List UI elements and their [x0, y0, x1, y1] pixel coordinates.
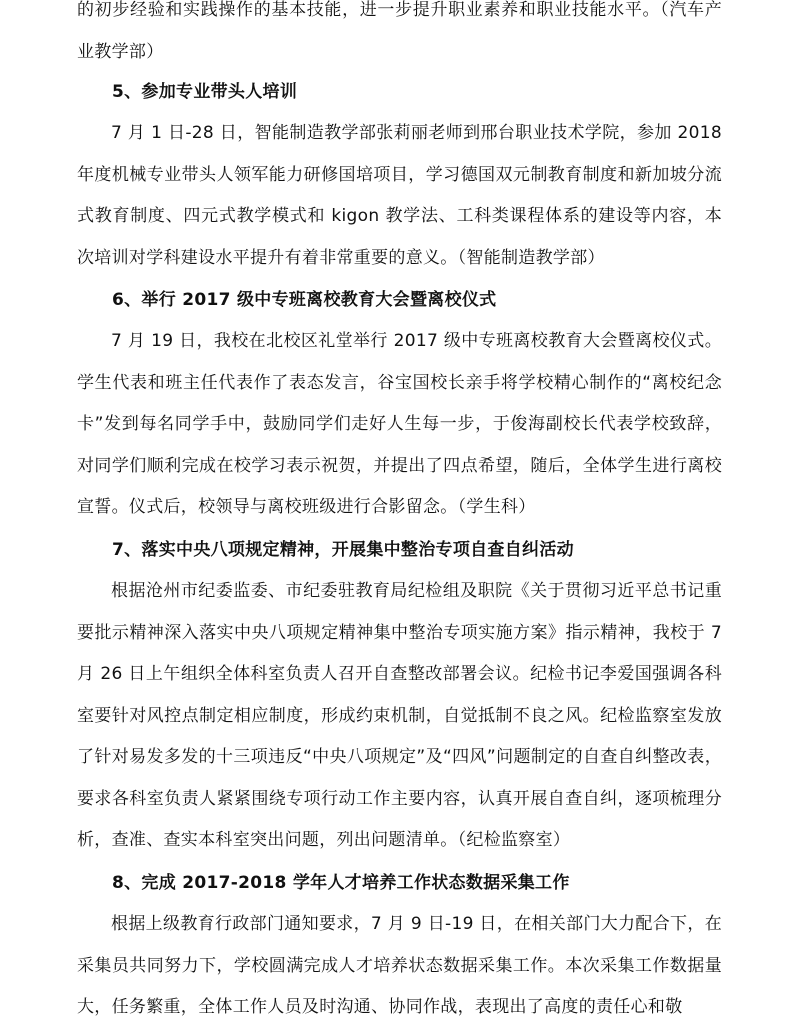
section-heading-8: 8、完成 2017-2018 学年人才培养工作状态数据采集工作 [112, 873, 570, 893]
section-paragraph-8: 根据上级教育行政部门通知要求，7 月 9 日-19 日，在相关部门大力配合下，在采集员共同努力下，学校圆满完成人才培养状态数据采集工作。本次采集工作数据量大，任务繁重，全体工作人员及时沟通、协同作战，表现出了高度的责任心和敬 [77, 914, 722, 1017]
section-paragraph-5: 7 月 1 日-28 日，智能制造教学部张莉丽老师到邢台职业技术学院，参加 2018 年度机械专业带头人领军能力研修国培项目，学习德国双元制教育制度和新加坡分流式教育制度、四元式教学模式和 kigon 教学法、工科类课程体系的建设等内容，本次培训对学科建设水平提升有着非常重要的意义。（智能制造教学部） [77, 123, 722, 268]
section-heading-5: 5、参加专业带头人培训 [112, 82, 298, 102]
section-paragraph-6: 7 月 19 日，我校在北校区礼堂举行 2017 级中专班离校教育大会暨离校仪式。学生代表和班主任代表作了表态发言，谷宝国校长亲手将学校精心制作的“离校纪念卡”发到每名同学手中，鼓励同学们走好人生每一步，于俊海副校长代表学校致辞，对同学们顺利完成在校学习表示祝贺，并提出了四点希望，随后，全体学生进行离校宣誓。仪式后，校领导与离校班级进行合影留念。（学生科） [77, 331, 722, 517]
continued-paragraph: 的初步经验和实践操作的基本技能，进一步提升职业素养和职业技能水平。（汽车产业教学部） [77, 0, 722, 62]
section-heading-7: 7、落实中央八项规定精神，开展集中整治专项自查自纠活动 [112, 540, 574, 560]
section-heading-6: 6、举行 2017 级中专班离校教育大会暨离校仪式 [112, 290, 497, 310]
section-paragraph-7: 根据沧州市纪委监委、市纪委驻教育局纪检组及职院《关于贯彻习近平总书记重要批示精神深入落实中央八项规定精神集中整治专项实施方案》指示精神，我校于 7 月 26 日上午组织全体科室负责人召开自查整改部署会议。纪检书记李爱国强调各科室要针对风控点制定相应制度，形成约束机制，自觉抵制不良之风。纪检监察室发放了针对易发多发的十三项违反“中央八项规定”及“四风”问题制定的自查自纠整改表，要求各科室负责人紧紧围绕专项行动工作主要内容，认真开展自查自纠，逐项梳理分析，查准、查实本科室突出问题，列出问题清单。（纪检监察室） [77, 581, 722, 850]
